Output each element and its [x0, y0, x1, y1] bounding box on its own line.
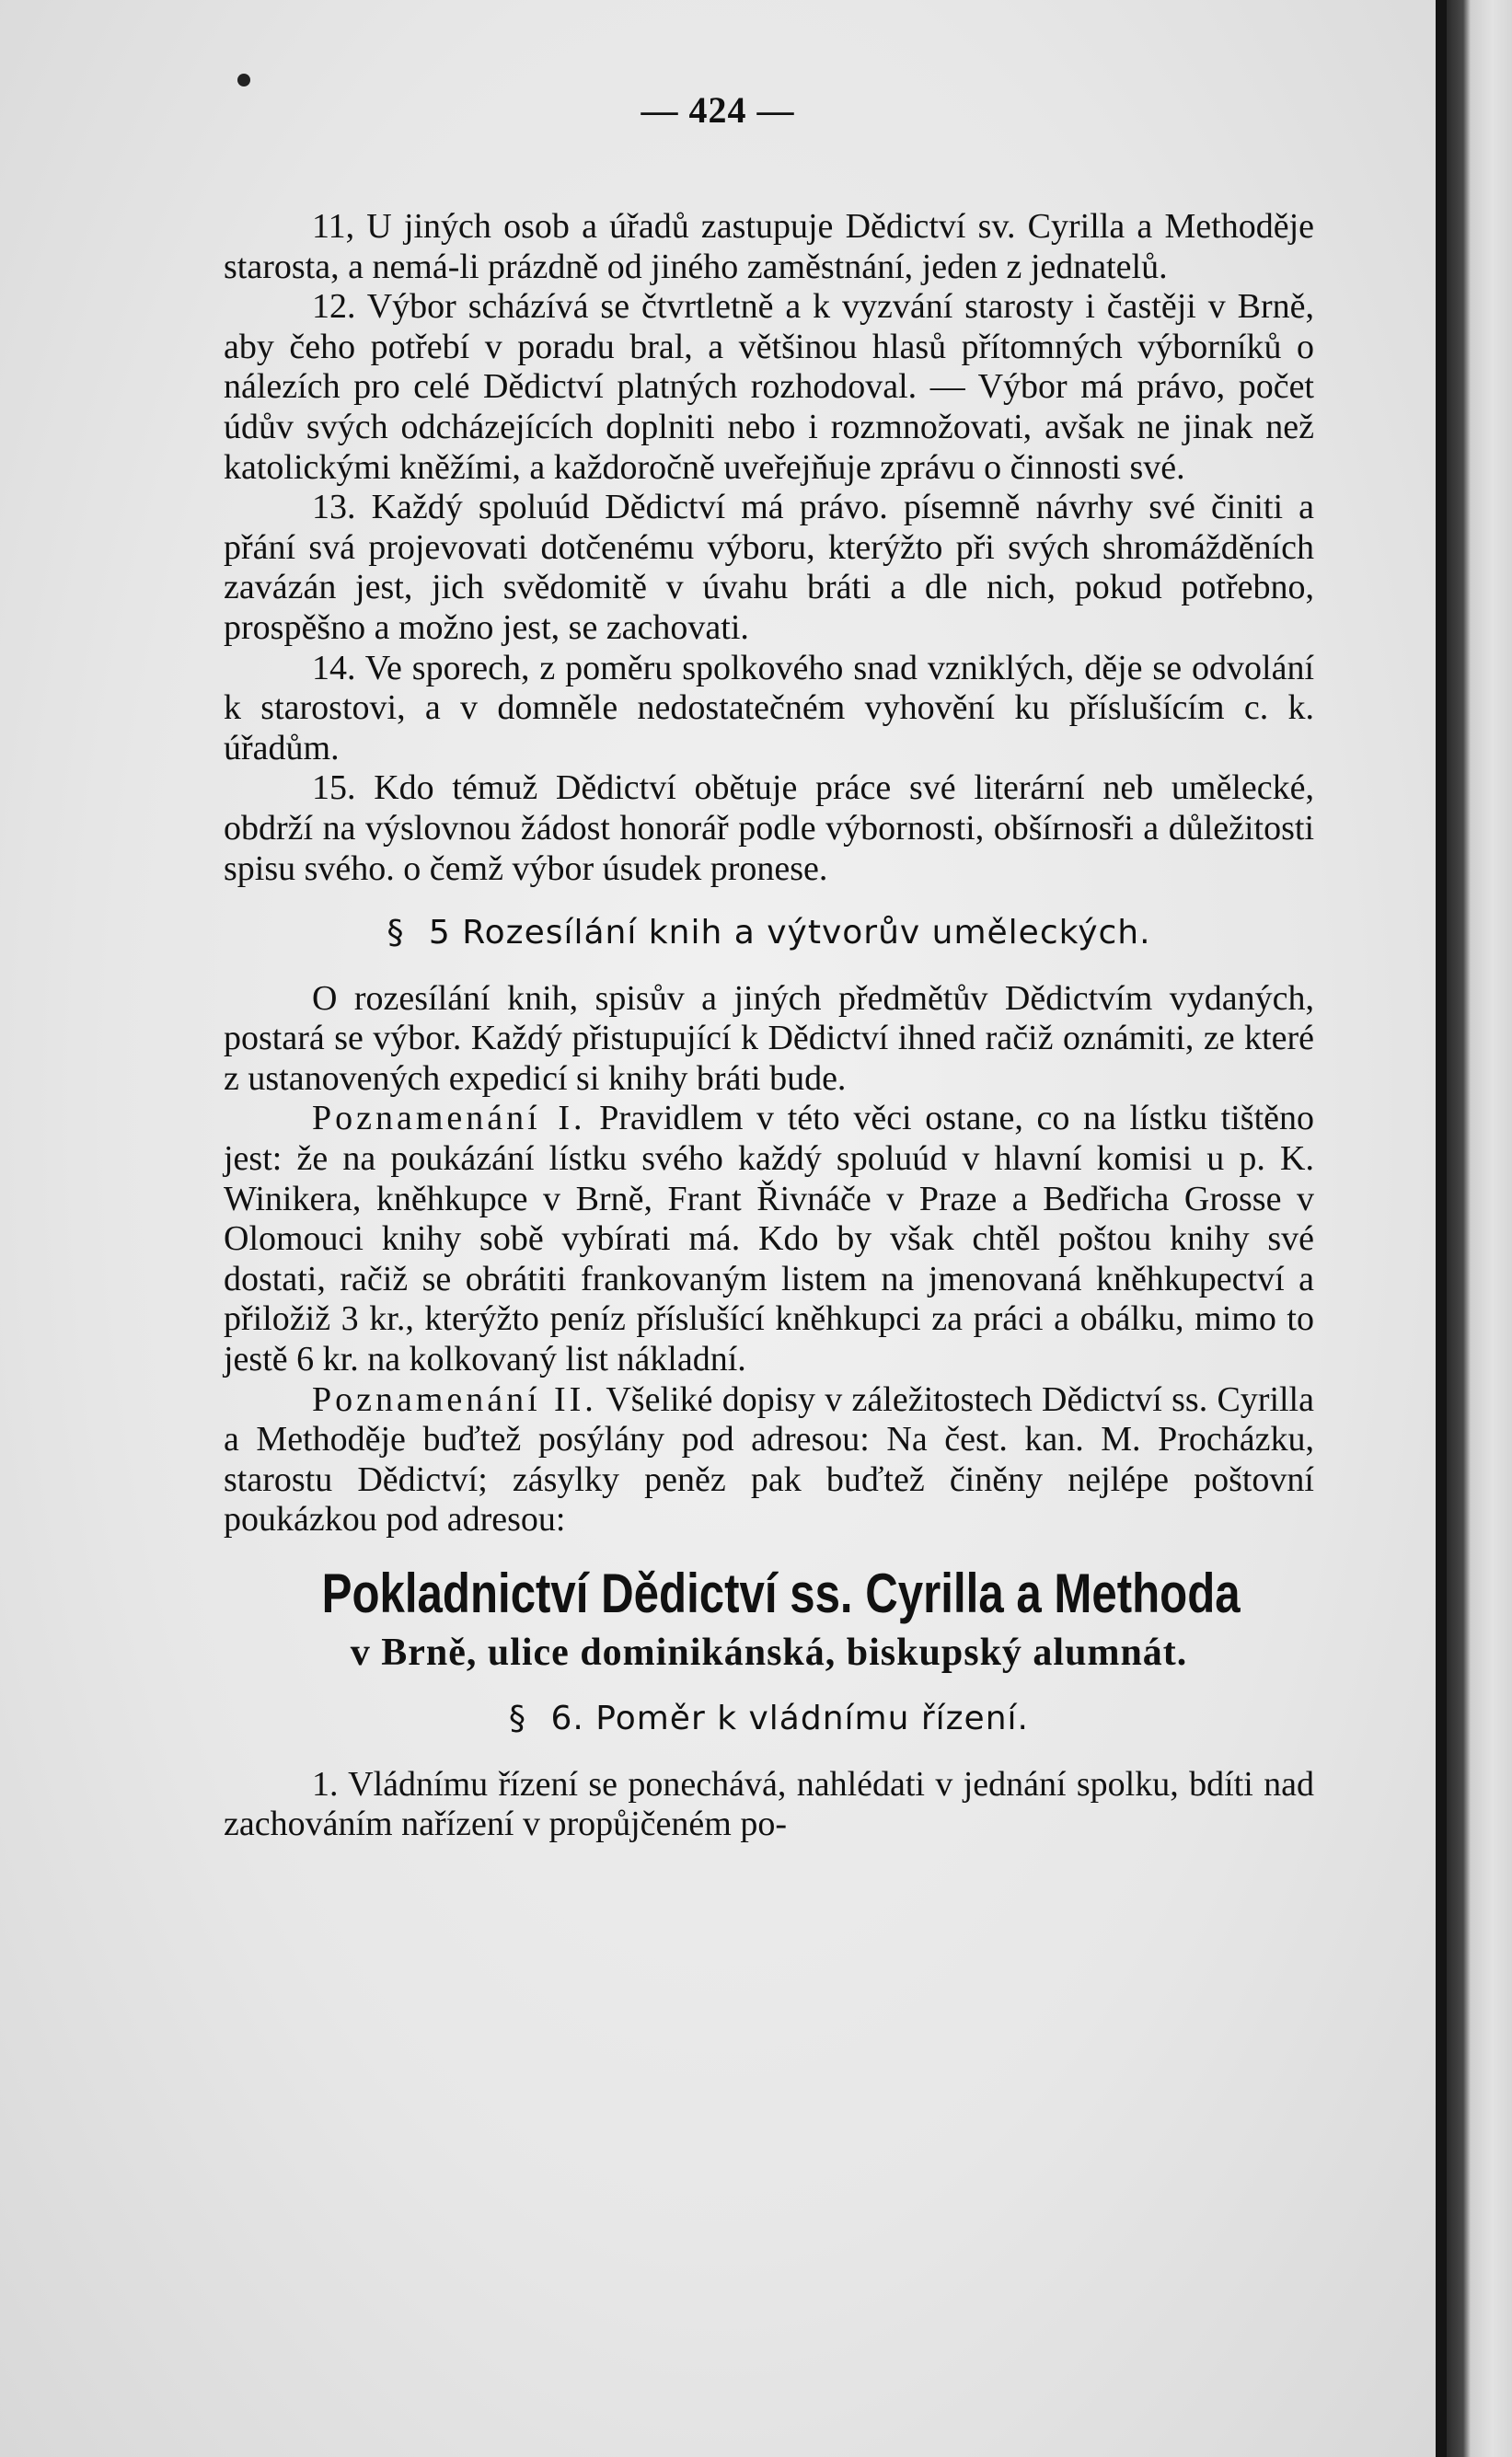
page-number: — 424 — — [641, 89, 795, 131]
note-2-text: Všeliké dopisy v záležitostech Dědictví ss. Cyrilla a Methoděje buďtež posýlány pod adresou: Na čest. kan. M. Procházku, starostu Dědictví; zásylky peněz pak buďtež činěny nejlépe poštovní poukázkou pod adresou: — [224, 1379, 1314, 1540]
section-6-heading — [224, 1699, 1314, 1739]
note-1-label: Poznamenání I. — [312, 1099, 586, 1138]
ink-speck — [237, 74, 250, 87]
section-5-intro: O rozesílání knih, spisův a jiných předmětův Dědictvím vydaných, postará se výbor. Každý přistupující k Dědictví ihned račiž oznámiti, ze které z ustanovených expedicí si knihy bráti bude. — [224, 978, 1314, 1098]
section-number: 5 — [428, 914, 451, 952]
address-line: v Brně, ulice dominikánská, biskupský alumnát. — [350, 1632, 1188, 1674]
section-symbol: § — [509, 1700, 527, 1737]
paragraph-15: 15. Kdo témuž Dědictví obětuje práce své literární neb umělecké, obdrží na výslovnou žádost honorář podle výbornosti, obšírnosři a důležitosti spisu svého. o čemž výbor úsudek pronese. — [224, 768, 1314, 888]
note-2-label: Poznamenání II. — [312, 1379, 597, 1419]
note-1-text: Pravidlem v této věci ostane, co na lístku tištěno jest: že na poukázání lístku svého každý spoluúd v hlavní komisi u p. K. Winikera, kněhkupce v Brně, Frant Řivnáče v Praze a Bedřicha Grosse v Olomouci knihy sobě vybírati má. Kdo by však chtěl poštou knihy své dostati, račiž se obrátiti frankovaným listem na jmenovaná kněhkupectví a přiložiž 3 kr., kterýžto peníz příslušící kněhkupci za práci a obálku, mimo to jestě 6 kr. na kolkovaný list nákladní. — [224, 1099, 1314, 1379]
paragraph-13: 13. Každý spoluúd Dědictví má právo. písemně návrhy své činiti a přání svá projevovati dotčenému výboru, kterýžto při svých shromážděních zavázán jest, jich svědomitě v úvahu bráti a dle nich, pokud potřebno, prospěšno a možno jest, se zachovati. — [224, 488, 1314, 647]
section-5-heading — [224, 913, 1314, 953]
paragraph-14: 14. Ve sporech, z poměru spolkového snad vzniklých, děje se odvolání k starostovi, a v domněle nedostatečném vyhovění ku příslušícím c. k. úřadům. — [224, 648, 1314, 767]
paragraph-6-1: 1. Vládnímu řízení se ponechává, nahlédati v jednání spolku, bdíti nad zachováním nařízení v propůjčeném po- — [224, 1764, 1314, 1844]
address-banner: Pokladnictví Dědictví ss. Cyrilla a Methoda — [321, 1563, 1241, 1624]
section-title: Rozesílání knih a výtvorův uměleckých. — [462, 914, 1151, 952]
adjacent-page-edge — [1447, 0, 1512, 2457]
section-title: Poměr k vládnímu řízení. — [595, 1700, 1029, 1737]
note-1 — [224, 1099, 1314, 1379]
paragraph-11: 11, U jiných osob a úřadů zastupuje Dědictví sv. Cyrilla a Methoděje starosta, a nemá-li prázdně od jiného zaměstnání, jeden z jednatelů. — [224, 207, 1314, 286]
section-number: 6. — [550, 1700, 584, 1737]
paragraph-12: 12. Výbor scházívá se čtvrtletně a k vyzvání starosty i častěji v Brně, aby čeho potřebí v poradu bral, a většinou hlasů přítomných výborníků o nálezích pro celé Dědictví platných rozhodoval. — Výbor má právo, počet údův svých odcházejících doplniti nebo i rozmnožovati, avšak ne jinak než katolickými kněžími, a každoročně uveřejňuje zprávu o činnosti své. — [224, 287, 1314, 487]
note-2 — [224, 1380, 1314, 1540]
page-body — [224, 207, 1314, 1845]
section-symbol: § — [387, 914, 405, 952]
